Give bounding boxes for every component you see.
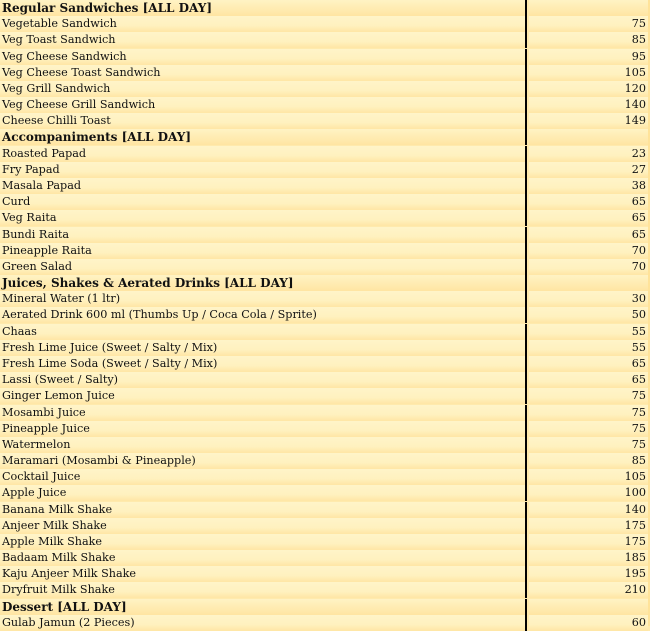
item-price: 70 (529, 243, 648, 259)
section-title: Juices, Shakes & Aerated Drinks [ALL DAY] (0, 275, 527, 291)
item-price: 175 (529, 518, 648, 534)
section-price-cell (529, 275, 648, 291)
menu-item-row (0, 582, 650, 598)
item-name: Fresh Lime Soda (Sweet / Salty / Mix) (0, 356, 527, 372)
menu-item-row (0, 81, 650, 97)
menu-item-row (0, 16, 650, 32)
item-price: 140 (529, 502, 648, 518)
item-name: Bundi Raita (0, 227, 527, 243)
section-header-juices-shakes-aerated-drinks-all-day (0, 275, 650, 291)
item-price: 75 (529, 405, 648, 421)
section-header-accompaniments-all-day (0, 129, 650, 145)
menu-item-row (0, 113, 650, 129)
item-price: 30 (529, 291, 648, 307)
item-price: 65 (529, 356, 648, 372)
item-name: Chaas (0, 324, 527, 340)
menu-item-row (0, 178, 650, 194)
section-price-cell (529, 0, 648, 16)
item-name: Mineral Water (1 ltr) (0, 291, 527, 307)
menu-item-row (0, 243, 650, 259)
section-title: Regular Sandwiches [ALL DAY] (0, 0, 527, 16)
item-name: Vegetable Sandwich (0, 16, 527, 32)
item-price: 65 (529, 227, 648, 243)
menu-item-row (0, 259, 650, 275)
section-title: Accompaniments [ALL DAY] (0, 129, 527, 145)
item-name: Mosambi Juice (0, 405, 527, 421)
menu-item-row (0, 324, 650, 340)
item-price: 75 (529, 388, 648, 404)
item-name: Watermelon (0, 437, 527, 453)
item-name: Apple Milk Shake (0, 534, 527, 550)
menu-item-row (0, 340, 650, 356)
menu-item-row (0, 518, 650, 534)
menu-item-row (0, 291, 650, 307)
item-name: Veg Cheese Sandwich (0, 49, 527, 65)
item-name: Apple Juice (0, 485, 527, 501)
menu-item-row (0, 534, 650, 550)
item-price: 175 (529, 534, 648, 550)
item-name: Veg Toast Sandwich (0, 32, 527, 48)
item-price: 210 (529, 582, 648, 598)
menu-item-row (0, 210, 650, 226)
item-name: Fry Papad (0, 162, 527, 178)
menu-item-row (0, 405, 650, 421)
item-price: 65 (529, 372, 648, 388)
item-name: Banana Milk Shake (0, 502, 527, 518)
item-price: 149 (529, 113, 648, 129)
menu-item-row (0, 469, 650, 485)
section-price-cell (529, 129, 648, 145)
item-name: Cheese Chilli Toast (0, 113, 527, 129)
menu-item-row (0, 550, 650, 566)
item-price: 50 (529, 307, 648, 323)
item-price: 60 (529, 615, 648, 631)
item-name: Cocktail Juice (0, 469, 527, 485)
menu-item-row (0, 502, 650, 518)
item-price: 195 (529, 566, 648, 582)
item-name: Green Salad (0, 259, 527, 275)
menu-item-row (0, 566, 650, 582)
item-price: 105 (529, 65, 648, 81)
item-name: Veg Cheese Grill Sandwich (0, 97, 527, 113)
item-price: 55 (529, 324, 648, 340)
menu-item-row (0, 388, 650, 404)
section-header-regular-sandwiches-all-day (0, 0, 650, 16)
item-name: Veg Grill Sandwich (0, 81, 527, 97)
item-price: 105 (529, 469, 648, 485)
item-price: 23 (529, 146, 648, 162)
menu-item-row (0, 32, 650, 48)
item-name: Pineapple Raita (0, 243, 527, 259)
item-price: 65 (529, 210, 648, 226)
item-price: 95 (529, 49, 648, 65)
item-name: Maramari (Mosambi & Pineapple) (0, 453, 527, 469)
item-name: Ginger Lemon Juice (0, 388, 527, 404)
menu-item-row (0, 437, 650, 453)
item-price: 185 (529, 550, 648, 566)
item-name: Badaam Milk Shake (0, 550, 527, 566)
item-price: 55 (529, 340, 648, 356)
item-name: Masala Papad (0, 178, 527, 194)
menu-item-row (0, 372, 650, 388)
menu-item-row (0, 194, 650, 210)
item-price: 75 (529, 437, 648, 453)
menu-item-row (0, 453, 650, 469)
item-price: 38 (529, 178, 648, 194)
menu-item-row (0, 307, 650, 323)
menu-item-row (0, 227, 650, 243)
item-name: Dryfruit Milk Shake (0, 582, 527, 598)
item-name: Curd (0, 194, 527, 210)
item-price: 85 (529, 453, 648, 469)
section-price-cell (529, 599, 648, 615)
menu-item-row (0, 146, 650, 162)
menu-item-row (0, 485, 650, 501)
item-price: 120 (529, 81, 648, 97)
item-price: 65 (529, 194, 648, 210)
item-price: 75 (529, 421, 648, 437)
item-name: Veg Cheese Toast Sandwich (0, 65, 527, 81)
item-name: Lassi (Sweet / Salty) (0, 372, 527, 388)
menu-item-row (0, 421, 650, 437)
item-name: Gulab Jamun (2 Pieces) (0, 615, 527, 631)
item-price: 100 (529, 485, 648, 501)
item-price: 70 (529, 259, 648, 275)
item-name: Anjeer Milk Shake (0, 518, 527, 534)
item-price: 27 (529, 162, 648, 178)
item-name: Aerated Drink 600 ml (Thumbs Up / Coca Cola / Sprite) (0, 307, 527, 323)
menu-item-row (0, 162, 650, 178)
item-name: Roasted Papad (0, 146, 527, 162)
menu-item-row (0, 615, 650, 631)
item-name: Pineapple Juice (0, 421, 527, 437)
section-header-dessert-all-day (0, 599, 650, 615)
item-price: 85 (529, 32, 648, 48)
menu-item-row (0, 97, 650, 113)
item-name: Fresh Lime Juice (Sweet / Salty / Mix) (0, 340, 527, 356)
menu-item-row (0, 356, 650, 372)
item-price: 140 (529, 97, 648, 113)
item-name: Veg Raita (0, 210, 527, 226)
menu-item-row (0, 49, 650, 65)
menu-item-row (0, 65, 650, 81)
item-name: Kaju Anjeer Milk Shake (0, 566, 527, 582)
item-price: 75 (529, 16, 648, 32)
section-title: Dessert [ALL DAY] (0, 599, 527, 615)
